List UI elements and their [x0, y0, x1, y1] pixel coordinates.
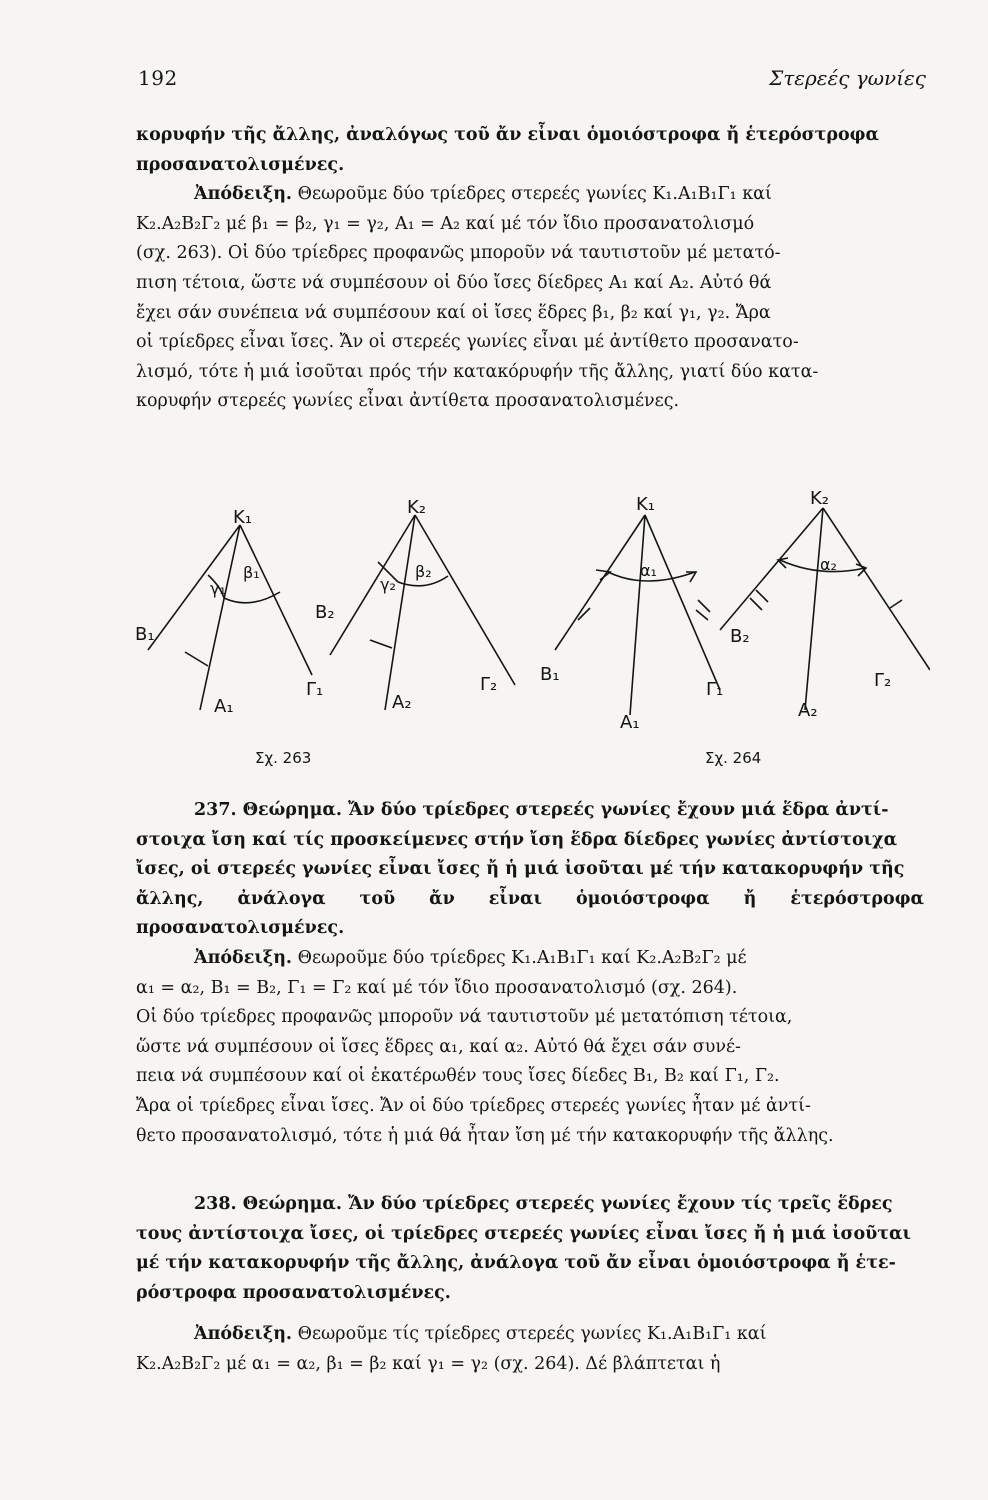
proof-text: Θεωροῦμε δύο τρίεδρες K₁.A₁B₁Γ₁ καί K₂.A₂B₂Γ₂ μέ	[297, 947, 747, 968]
fig264-right-trihedron	[720, 508, 930, 710]
intro-line: προσανατολισμένες.	[136, 154, 345, 175]
theorem-heading: 237. Θεώρημα.	[194, 800, 342, 820]
figure-drawing	[130, 490, 930, 780]
fig263-label-a2: A₂	[392, 692, 412, 713]
fig264-label-k2: K₂	[810, 490, 830, 509]
proof-237-first-line	[136, 944, 924, 974]
fig263-label-beta2: β₂	[415, 562, 432, 581]
theorem-line: ἄλλης, ἀνάλογα τοῦ ἄν εἶναι ὁμοιόστροφα ἤ ἑτερόστροφα προσανατολισμένες.	[136, 888, 924, 939]
theorem-237-first-line	[136, 796, 924, 826]
fig263-label-b1: B₁	[135, 624, 155, 645]
proof-line: Ἄρα οἱ τρίεδρες εἶναι ἴσες. Ἄν οἱ δύο τρίεδρες στερεές γωνίες ἦταν μέ ἀντί-	[136, 1095, 811, 1116]
proof-line: K₂.A₂B₂Γ₂ μέ α₁ = α₂, β₁ = β₂ καί γ₁ = γ₂ (σχ. 264). Δέ βλάπτεται ἡ	[136, 1353, 721, 1374]
fig263-left-trihedron	[148, 525, 312, 710]
proof-line: θετο προσανατολισμό, τότε ἡ μιά θά ἦταν ἴση μέ τήν κατακορυφήν τῆς ἄλλης.	[136, 1125, 834, 1146]
proof-line: λισμό, τότε ἡ μιά ἰσοῦται πρός τήν κατακόρυφήν τῆς ἄλλης, γιατί δύο κατα-	[136, 361, 819, 382]
proof-label: Ἀπόδειξη.	[194, 1324, 293, 1345]
fig264-left-trihedron	[555, 515, 720, 715]
page-header	[138, 66, 926, 102]
fig264-label-g2: Γ₂	[874, 670, 892, 691]
fig263-label-g2: Γ₂	[480, 674, 498, 695]
theorem-line: στοιχα ἴση καί τίς προσκείμενες στήν ἴση ἕδρα δίεδρες γωνίες ἀντίστοιχα	[136, 829, 898, 850]
theorem-line: ἴσες, οἱ στερεές γωνίες εἶναι ἴσες ἤ ἡ μιά ἰσοῦται μέ τήν κατακορυφήν τῆς	[136, 859, 905, 880]
proof-line: Οἱ δύο τρίεδρες προφανῶς μποροῦν νά ταυτιστοῦν μέ μετατόπιση τέτοια,	[136, 1007, 793, 1028]
fig264-label-alpha1: α₁	[640, 561, 657, 580]
proof-text: Θεωροῦμε δύο τρίεδρες στερεές γωνίες K₁.A₁B₁Γ₁ καί	[297, 184, 772, 205]
running-title: Στερεές γωνίες	[769, 66, 926, 90]
fig263-label-g1: Γ₁	[306, 679, 324, 700]
proof-line: α₁ = α₂, B₁ = B₂, Γ₁ = Γ₂ καί μέ τόν ἴδιο προσανατολισμό (σχ. 264).	[136, 977, 738, 998]
fig263-label-gamma1: γ₁	[210, 579, 226, 598]
fig263-label-a1: A₁	[214, 696, 234, 717]
proof-238-first-line	[136, 1320, 924, 1350]
fig264-label-alpha2: α₂	[820, 555, 837, 574]
section-236-continuation	[136, 121, 924, 417]
proof-line: ἔχει σάν συνέπεια νά συμπέσουν καί οἱ ἴσες ἕδρες β₁, β₂ καί γ₁, γ₂. Ἄρα	[136, 302, 771, 323]
fig263-label-beta1: β₁	[243, 563, 260, 582]
fig264-label-b1: B₁	[540, 664, 560, 685]
proof-line: ὥστε νά συμπέσουν οἱ ἴσες ἕδρες α₁, καί α₂. Αὐτό θά ἔχει σάν συνέ-	[136, 1036, 741, 1057]
proof-text: Θεωροῦμε τίς τρίεδρες στερεές γωνίες K₁.A₁B₁Γ₁ καί	[297, 1324, 767, 1345]
theorem-237	[136, 796, 924, 1151]
fig264-label-a2: A₂	[798, 700, 818, 721]
theorem-line: τους ἀντίστοιχα ἴσες, οἱ τρίεδρες στερεές γωνίες εἶναι ἴσες ἤ ἡ μιά ἰσοῦται	[136, 1223, 911, 1244]
fig264-label-g1: Γ₁	[706, 679, 724, 700]
fig263-label-k2: K₂	[407, 497, 427, 518]
proof-label: Ἀπόδειξη.	[194, 947, 293, 968]
fig264-label-k1: K₁	[636, 494, 656, 515]
intro-line: κορυφήν τῆς ἄλλης, ἀναλόγως τοῦ ἄν εἶναι ὁμοιόστροφα ἤ ἑτερόστροφα	[136, 125, 879, 145]
proof-line: κορυφήν στερεές γωνίες εἶναι ἀντίθετα προσανατολισμένες.	[136, 391, 680, 412]
proof-line: πιση τέτοια, ὥστε νά συμπέσουν οἱ δύο ἴσες δίεδρες A₁ καί A₂. Αὐτό θά	[136, 272, 772, 293]
fig263-label-b2: B₂	[315, 602, 335, 623]
fig263-label-k1: K₁	[233, 507, 253, 528]
proof-line: (σχ. 263). Οἱ δύο τρίεδρες προφανῶς μποροῦν νά ταυτιστοῦν μέ μετατό-	[136, 243, 781, 264]
fig264-caption: Σχ. 264	[705, 749, 762, 767]
fig264-label-a1: A₁	[620, 712, 640, 733]
theorem-line: ρόστροφα προσανατολισμένες.	[136, 1282, 451, 1303]
theorem-text: Ἄν δύο τρίεδρες στερεές γωνίες ἔχουν μιά ἕδρα ἀντί-	[348, 800, 889, 820]
proof-line: οἱ τρίεδρες εἶναι ἴσες. Ἄν οἱ στερεές γωνίες εἶναι μέ ἀντίθετο προσανατο-	[136, 332, 799, 353]
theorem-heading: 238. Θεώρημα.	[194, 1194, 342, 1214]
proof-label: Ἀπόδειξη.	[194, 184, 293, 205]
proof-line: K₂.A₂B₂Γ₂ μέ β₁ = β₂, γ₁ = γ₂, A₁ = A₂ καί μέ τόν ἴδιο προσανατολισμό	[136, 213, 755, 234]
fig263-caption: Σχ. 263	[255, 749, 312, 767]
theorem-238	[136, 1190, 924, 1380]
page-number: 192	[138, 66, 178, 90]
proof-line: πεια νά συμπέσουν καί οἱ ἑκατέρωθέν τους ἴσες δίεδες B₁, B₂ καί Γ₁, Γ₂.	[136, 1066, 780, 1087]
proof-236-first-line	[136, 180, 924, 210]
fig263-label-gamma2: γ₂	[380, 575, 396, 594]
fig264-label-b2: B₂	[730, 626, 750, 647]
theorem-line: μέ τήν κατακορυφήν τῆς ἄλλης, ἀνάλογα τοῦ ἄν εἶναι ὁμοιόστροφα ἤ ἑτε-	[136, 1253, 896, 1274]
theorem-text: Ἄν δύο τρίεδρες στερεές γωνίες ἔχουν τίς τρεῖς ἕδρες	[348, 1194, 893, 1214]
theorem-238-first-line	[136, 1190, 924, 1220]
figures-263-264	[130, 490, 930, 780]
